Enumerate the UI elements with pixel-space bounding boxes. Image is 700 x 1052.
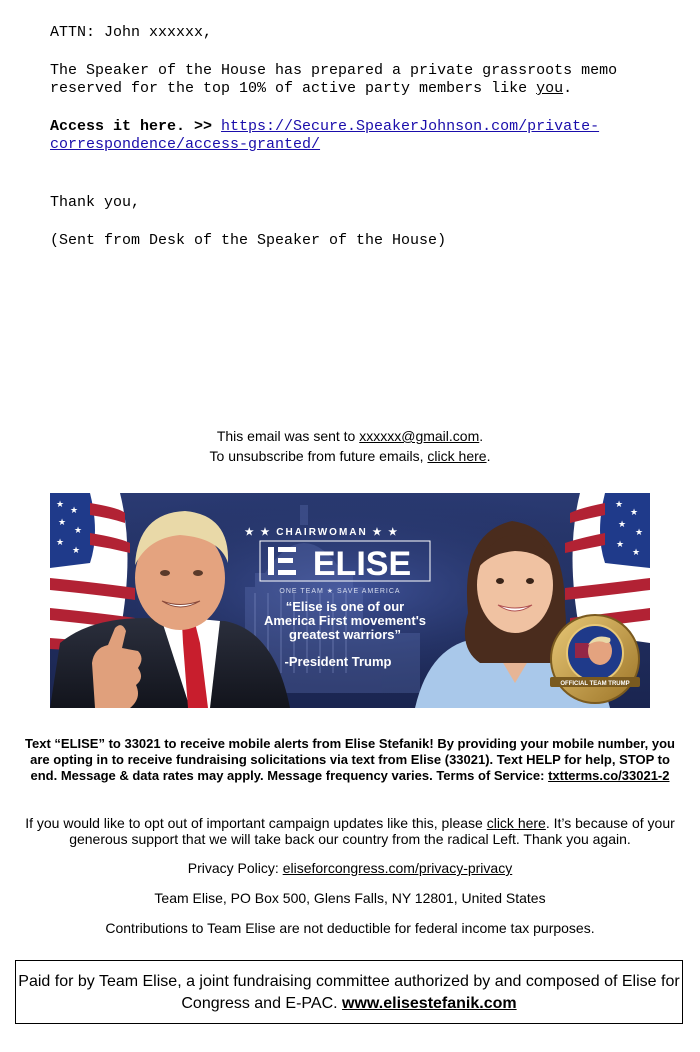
- memo-body-end: .: [563, 80, 573, 97]
- badge-text: OFFICIAL TEAM TRUMP: [560, 681, 630, 687]
- privacy-link[interactable]: eliseforcongress.com/privacy-privacy: [282, 860, 513, 876]
- elise-wordmark: ELISE: [312, 545, 412, 583]
- optout-link[interactable]: click here: [486, 815, 546, 831]
- text-alert-body: Text “ELISE” to 33021 to receive mobile alerts from Elise Stefanik! By providing your mobile number, you are opting in to receive fundraising solicitations via text from Elise (33021). Text HELP for help, STOP to end. Message & data rates may apply. Message frequency varies. Terms of Service:: [25, 736, 675, 783]
- unsubscribe-link[interactable]: click here: [427, 448, 487, 464]
- svg-text:★: ★: [616, 540, 625, 550]
- quote-line-3: greatest warriors”: [289, 627, 401, 642]
- svg-text:★: ★: [72, 546, 81, 556]
- campaign-website-link[interactable]: www.elisestefanik.com: [342, 995, 517, 1012]
- email-sent-info: [0, 426, 700, 466]
- quote-line-2: America First movement's: [263, 613, 427, 628]
- svg-text:★: ★: [632, 548, 641, 558]
- memo-paragraph: [50, 62, 650, 98]
- paid-for-disclaimer: Paid for by Team Elise, a joint fundraising committee authorized by and composed of Elise for Congress and E-PAC. www.elisestefanik.com: [15, 960, 683, 1024]
- text-alert-disclaimer: [18, 736, 682, 784]
- memo-thanks: Thank you,: [50, 194, 141, 211]
- svg-text:★: ★: [618, 520, 627, 530]
- logo-e-icon: [268, 547, 296, 575]
- unsubscribe-line: To unsubscribe from future emails, click here.: [209, 448, 491, 464]
- terms-link[interactable]: txtterms.co/33021-2: [548, 768, 670, 783]
- chairwoman-text: ★ ★ CHAIRWOMAN ★ ★: [244, 527, 400, 538]
- memo-sent-from: (Sent from Desk of the Speaker of the House): [50, 232, 447, 249]
- sent-to-email-link[interactable]: xxxxxx@gmail.com: [359, 428, 480, 444]
- quote-attribution: -President Trump: [284, 654, 392, 669]
- quote-line-1: “Elise is one of our: [285, 599, 405, 614]
- tagline-text: ONE TEAM ★ SAVE AMERICA: [279, 588, 401, 595]
- svg-text:★: ★: [58, 518, 67, 528]
- memo-body-start: The Speaker of the House has prepared a private grassroots memo reserved for the top 10% of active party members like: [50, 62, 618, 97]
- memo-body: [50, 24, 650, 250]
- access-label: Access it here. >>: [50, 118, 222, 135]
- svg-text:★: ★: [56, 500, 65, 510]
- banner-graphic: [50, 493, 650, 708]
- privacy-policy: Privacy Policy: eliseforcongress.com/privacy-privacy: [187, 860, 513, 876]
- svg-text:★: ★: [74, 526, 83, 536]
- memo-body-you: you: [536, 80, 564, 97]
- campaign-banner[interactable]: [50, 493, 650, 708]
- contributions-notice: Contributions to Team Elise are not deductible for federal income tax purposes.: [105, 920, 595, 936]
- access-link[interactable]: https://Secure.SpeakerJohnson.com/private-correspondence/access-granted/: [50, 118, 600, 153]
- official-team-trump-badge: [550, 615, 640, 703]
- svg-text:★: ★: [630, 508, 639, 518]
- svg-text:★: ★: [70, 506, 79, 516]
- svg-text:★: ★: [56, 538, 65, 548]
- memo-attn: ATTN: John xxxxxx,: [50, 24, 213, 41]
- svg-text:★: ★: [635, 528, 644, 538]
- memo-access: [50, 118, 650, 154]
- optout-paragraph: If you would like to opt out of important campaign updates like this, please click here. It’s because of your generous support that we will take back our country from the radical Left. Thank you again.: [25, 815, 675, 847]
- svg-text:★: ★: [615, 500, 624, 510]
- mailing-address: Team Elise, PO Box 500, Glens Falls, NY 12801, United States: [154, 890, 546, 906]
- sent-to-line: This email was sent to xxxxxx@gmail.com.: [216, 428, 484, 444]
